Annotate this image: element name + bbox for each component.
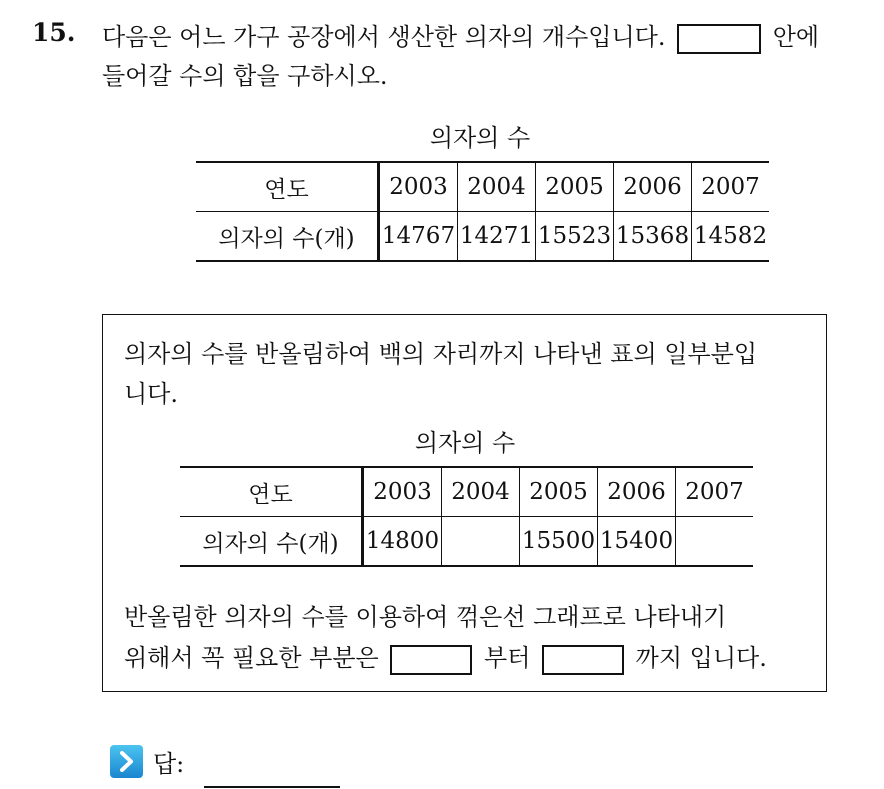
table1-count-label: 의자의 수(개)	[196, 212, 379, 262]
question-number: 15.	[32, 18, 76, 47]
table1-count-cell: 14582	[692, 212, 770, 262]
question-blank-box[interactable]	[677, 24, 761, 54]
table1-count-cell: 15523	[536, 212, 614, 262]
table2-year-cell: 2004	[442, 467, 520, 517]
question-line-2: 들어갈 수의 합을 구하시오.	[102, 62, 388, 90]
chevron-right-icon	[110, 745, 143, 778]
table2-count-cell: 14800	[363, 517, 442, 567]
table2-count-cell: 15400	[598, 517, 676, 567]
table1-count-cell: 14271	[458, 212, 536, 262]
box-footer-text-b: 부터	[484, 644, 531, 672]
table1-count-cell: 14767	[379, 212, 458, 262]
answer-label: 답:	[153, 750, 185, 778]
table1-year-cell: 2004	[458, 162, 536, 212]
box-intro-line-1: 의자의 수를 반올림하여 백의 자리까지 나타낸 표의 일부분입	[124, 340, 758, 368]
table2-count-row	[180, 517, 753, 567]
table2-count-label: 의자의 수(개)	[180, 517, 363, 567]
table1-title: 의자의 수	[429, 124, 531, 152]
table2-year-row	[180, 467, 753, 517]
table2-count-cell	[676, 517, 754, 567]
answer-input-line[interactable]	[204, 756, 340, 788]
question-text-1a: 다음은 어느 가구 공장에서 생산한 의자의 개수입니다.	[102, 23, 666, 51]
answer-area	[110, 744, 340, 779]
table1-year-cell: 2006	[614, 162, 692, 212]
table1-year-cell: 2007	[692, 162, 770, 212]
box-intro-line-2: 니다.	[124, 380, 178, 408]
table1	[196, 161, 769, 262]
table1-year-cell: 2005	[536, 162, 614, 212]
from-blank-box[interactable]	[390, 645, 472, 675]
to-blank-box[interactable]	[542, 645, 624, 675]
question-text-1b: 안에	[772, 23, 820, 51]
table1-count-cell: 15368	[614, 212, 692, 262]
table1-year-label: 연도	[196, 162, 379, 212]
question-line-1	[102, 17, 819, 54]
table1-year-cell: 2003	[379, 162, 458, 212]
table2-year-cell: 2003	[363, 467, 442, 517]
table2-title: 의자의 수	[414, 429, 516, 457]
table1-count-row	[196, 212, 769, 262]
table2	[180, 466, 753, 567]
box-footer-line-2	[124, 638, 767, 675]
table2-year-cell: 2006	[598, 467, 676, 517]
table1-year-row	[196, 162, 769, 212]
table2-count-cell: 15500	[520, 517, 598, 567]
table2-count-cell	[442, 517, 520, 567]
table2-year-cell: 2005	[520, 467, 598, 517]
table2-year-label: 연도	[180, 467, 363, 517]
box-footer-text-c: 까지 입니다.	[635, 644, 767, 672]
box-footer-text-a: 위해서 꼭 필요한 부분은	[124, 644, 379, 672]
box-footer-line-1: 반올림한 의자의 수를 이용하여 꺾은선 그래프로 나타내기	[124, 603, 727, 631]
table2-year-cell: 2007	[676, 467, 754, 517]
